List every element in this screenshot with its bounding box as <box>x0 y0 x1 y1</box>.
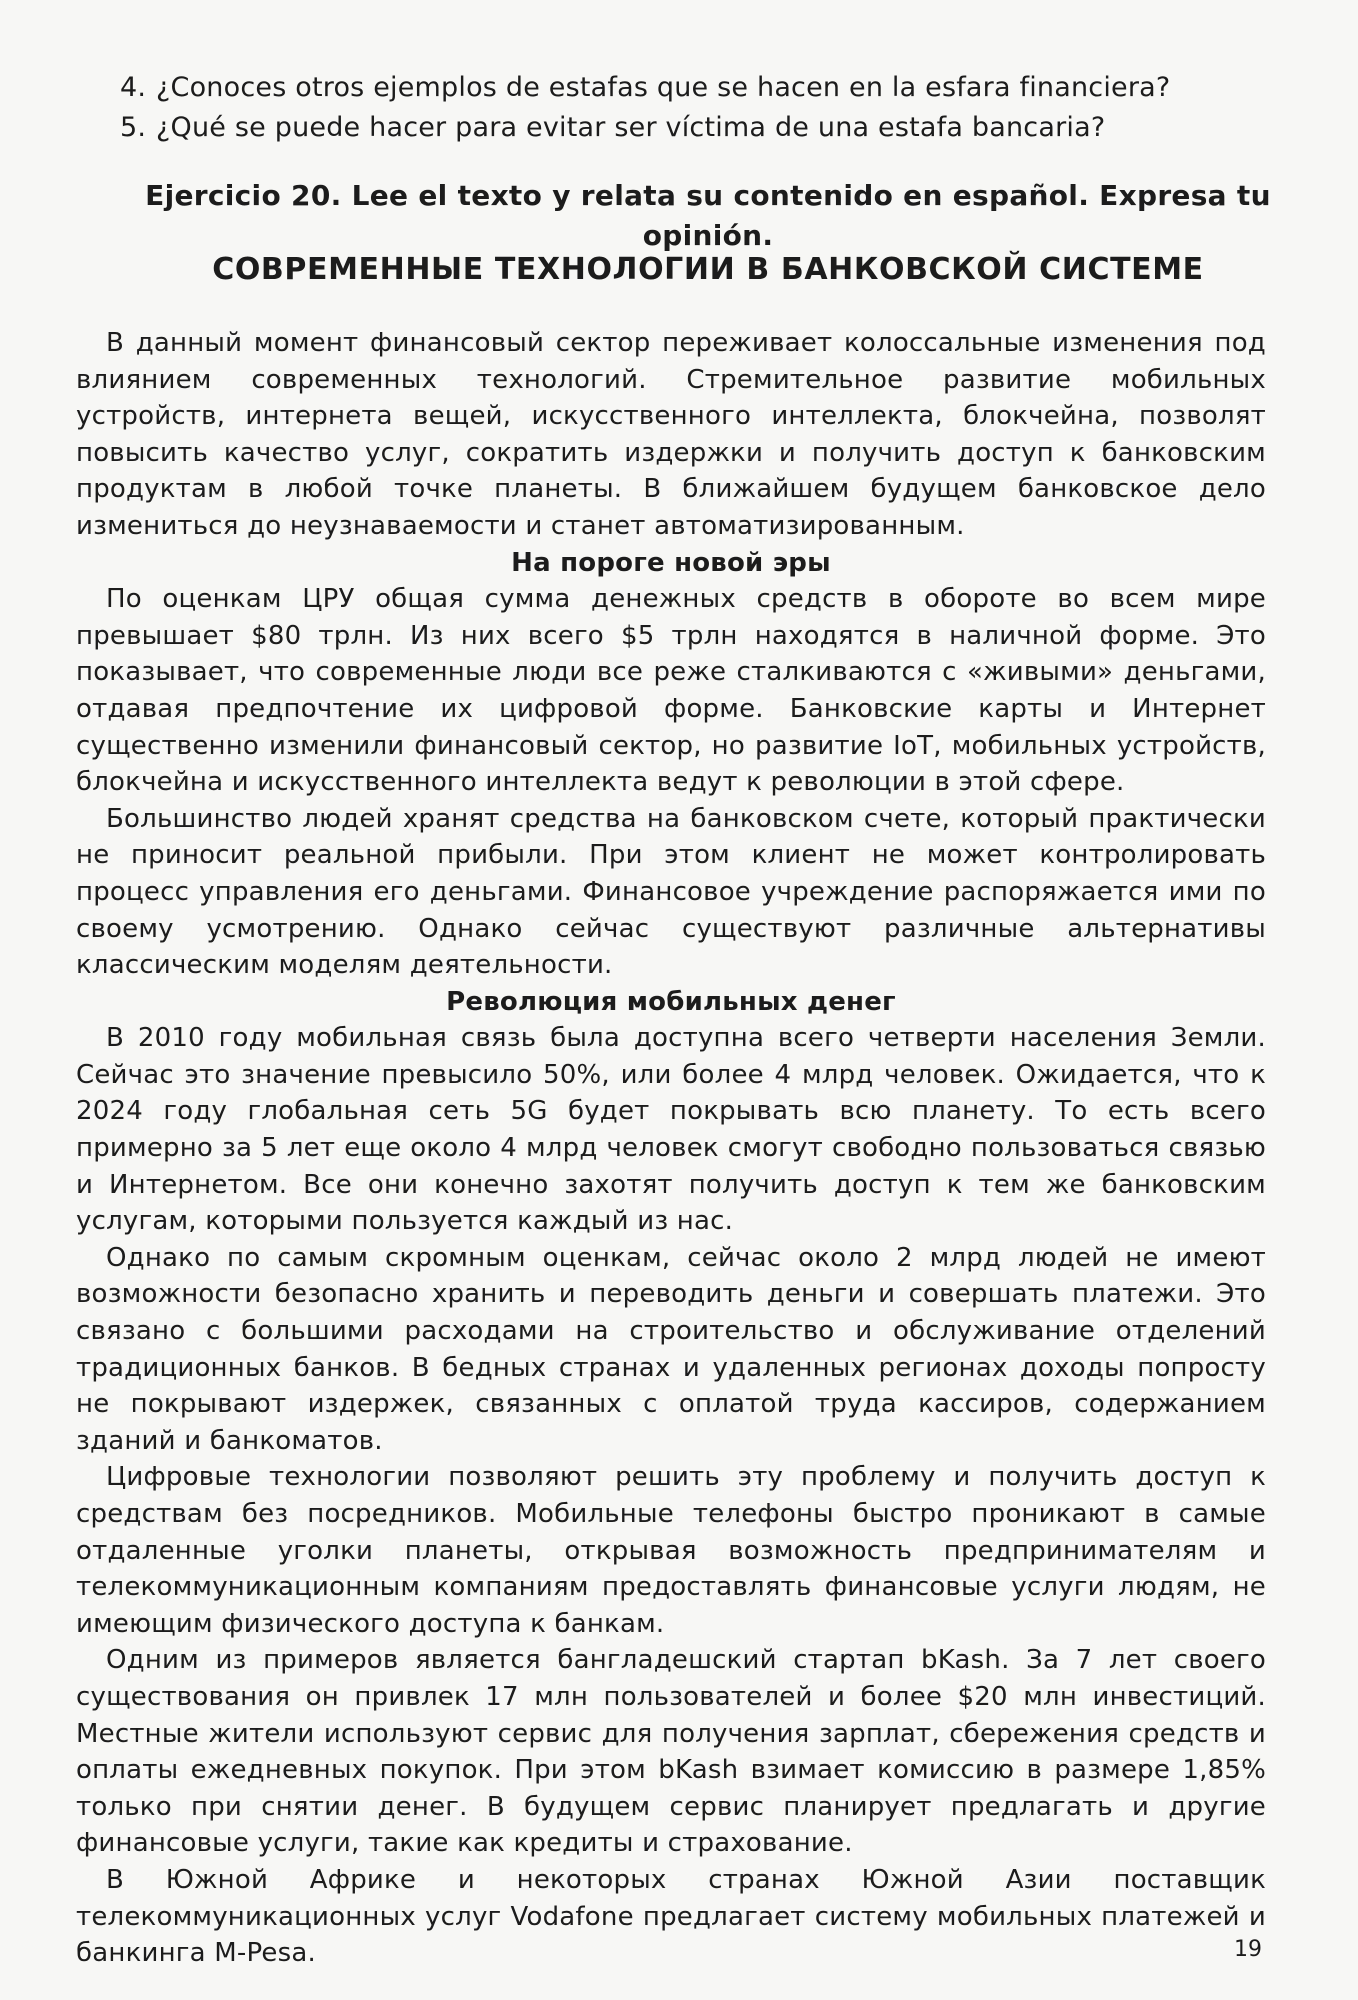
paragraph: Одним из примеров является бангладешский стартап bKash. За 7 лет своего существования он привлек 17 млн пользователей и более $20 млн инвестиций. Местные жители используют сервис для получения зарплат, сбережения средств и оплаты ежедневных покупок. При этом bKash взимает комиссию в размере 1,85% только при снятии денег. В будущем сервис планирует предлагать и другие финансовые услуги, такие как кредиты и страхование. <box>76 1645 1266 1859</box>
section-heading: На пороге новой эры <box>511 547 831 578</box>
paragraph: В Южной Африке и некоторых странах Южной Азии поставщик телекоммуникационных услуг Vodafone предлагает систему мобильных платежей и банкинга M-Pesa. <box>76 1864 1266 1969</box>
article-title: СОВРЕМЕННЫЕ ТЕХНОЛОГИИ В БАНКОВСКОЙ СИСТЕМЕ <box>212 252 1204 287</box>
question-item <box>120 68 1270 108</box>
question-number: 4. <box>120 72 147 103</box>
question-number: 5. <box>120 112 147 143</box>
page-number: 19 <box>1234 1937 1262 1962</box>
paragraph: По оценкам ЦРУ общая сумма денежных средств в обороте во всем мире превышает $80 трлн. Из них всего $5 трлн находятся в наличной форме. Это показывает, что современные люди все реже сталкиваются с «живыми» деньгами, отдавая предпочтение их цифровой форме. Банковские карты и Интернет существенно изменили финансовый сектор, но развитие IoT, мобильных устройств, блокчейна и искусственного интеллекта ведут к революции в этой сфере. <box>76 584 1266 798</box>
paragraph: В 2010 году мобильная связь была доступна всего четверти населения Земли. Сейчас это значение превысило 50%, или более 4 млрд человек. Ожидается, что к 2024 году глобальная сеть 5G будет покрывать всю планету. То есть всего примерно за 5 лет еще около 4 млрд человек смогут свободно пользоваться связью и Интернетом. Все они конечно захотят получить доступ к тем же банковским услугам, которыми пользуется каждый из нас. <box>76 1023 1266 1237</box>
exercise-heading: Ejercicio 20. Lee el texto y relata su contenido en español. Expresa tu opinión. <box>145 179 1271 252</box>
question-list <box>120 68 1270 148</box>
question-text: ¿Conoces otros ejemplos de estafas que se hacen en la esfara financiera? <box>156 72 1171 103</box>
paragraph: Большинство людей хранят средства на банковском счете, который практически не приносит реальной прибыли. При этом клиент не может контролировать процесс управления его деньгами. Финансовое учреждение распоряжается ими по своему усмотрению. Однако сейчас существуют различные альтернативы классическим моделям деятельности. <box>76 803 1266 981</box>
article-body <box>76 325 1266 1972</box>
question-item <box>120 108 1270 148</box>
section-heading: Революция мобильных денег <box>446 986 896 1017</box>
paragraph: Цифровые технологии позволяют решить эту проблему и получить доступ к средствам без посредников. Мобильные телефоны быстро проникают в самые отдаленные уголки планеты, открывая возможность предпринимателям и телекоммуникационным компаниям предоставлять финансовые услуги людям, не имеющим физического доступа к банкам. <box>76 1462 1266 1639</box>
paragraph: Однако по самым скромным оценкам, сейчас около 2 млрд людей не имеют возможности безопасно хранить и переводить деньги и совершать платежи. Это связано с большими расходами на строительство и обслуживание отделений традиционных банков. В бедных странах и удаленных регионах доходы попросту не покрывают издержек, связанных с оплатой труда кассиров, содержанием зданий и банкоматов. <box>76 1242 1266 1456</box>
question-text: ¿Qué se puede hacer para evitar ser víctima de una estafa bancaria? <box>156 112 1106 143</box>
intro-paragraph: В данный момент финансовый сектор переживает колоссальные изменения под влиянием современных технологий. Стремительное развитие мобильных устройств, интернета вещей, искусственного интеллекта, блокчейна, позволят повысить качество услуг, сократить издержки и получить доступ к банковским продуктам в любой точке планеты. В ближайшем будущем банковское дело измениться до неузнаваемости и станет автоматизированным. <box>76 328 1266 541</box>
